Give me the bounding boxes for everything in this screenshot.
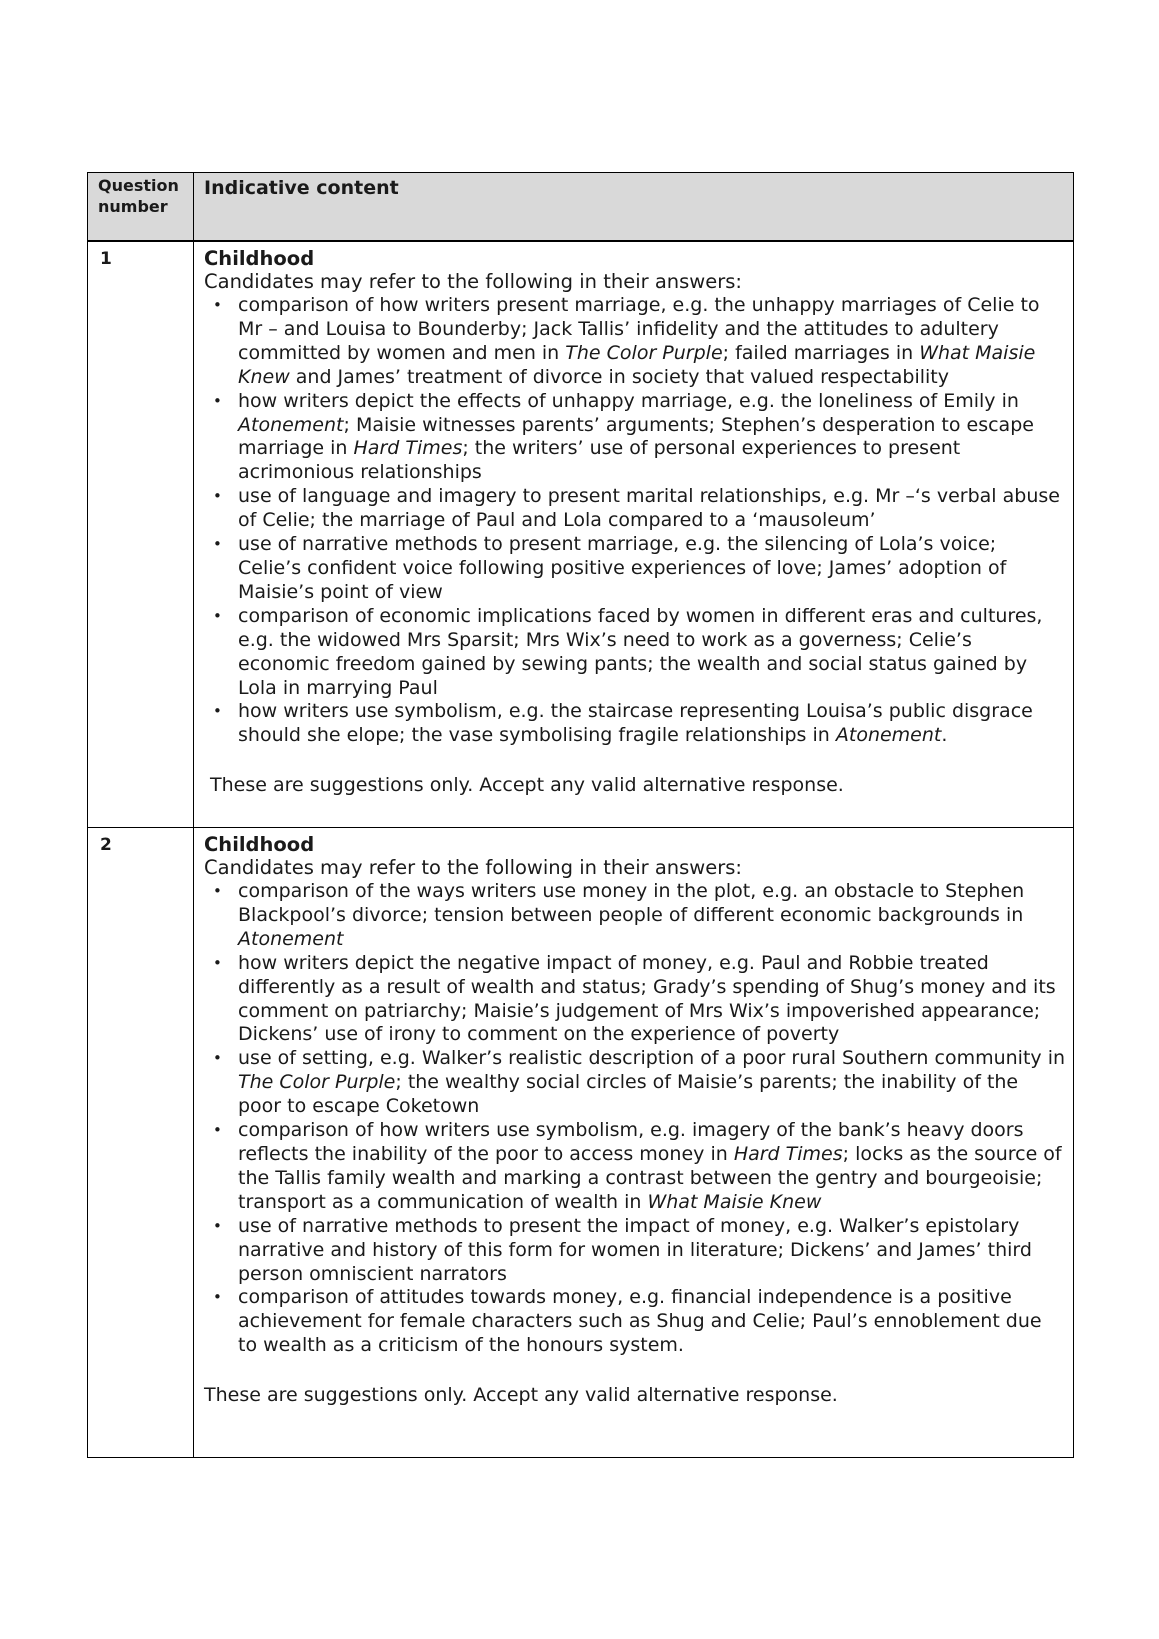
bullet-icon: • xyxy=(213,953,222,972)
bullet-icon: • xyxy=(213,1288,222,1307)
bullet-point xyxy=(204,952,1065,1048)
point-text: comparison of economic implications faced by women in different eras and cultures, e.g. the widowed Mrs Sparsit; Mrs Wix’s need to work as a governess; Celie’s economic freedom gained by sewing pants; the wealth and social status gained by Lola in marrying Paul xyxy=(238,604,1043,699)
point-text: . xyxy=(941,724,948,747)
bullet-icon: • xyxy=(213,1049,222,1068)
point-text: ; the wealthy social circles of Maisie’s parents; the inability of the poor to escape Coketown xyxy=(238,1071,1019,1118)
bullet-point xyxy=(204,390,1065,486)
book-title: Atonement xyxy=(238,413,344,436)
point-text: use of language and imagery to present marital relationships, e.g. Mr –‘s verbal abuse of Celie; the marriage of Paul and Lola compared to a ‘mausoleum’ xyxy=(238,485,1060,532)
point-text: comparison of how writers use symbolism, e.g. imagery of the bank’s heavy doors reflects the inability of the poor to access money in xyxy=(238,1119,1024,1165)
indicative-content-cell xyxy=(194,241,1074,828)
points-list xyxy=(204,294,1065,748)
point-text: comparison of the ways writers use money in the plot, e.g. an obstacle to Stephen Blackpool’s divorce; tension between people of different economic backgrounds in xyxy=(238,880,1025,926)
point-text: ; failed marriages in xyxy=(722,341,920,364)
book-title: What Maisie Knew xyxy=(238,341,1036,388)
bullet-point xyxy=(204,880,1065,952)
bullet-point xyxy=(204,605,1065,701)
point-text: use of narrative methods to present the impact of money, e.g. Walker’s epistolary narrative and history of this form for women in literature; Dickens’ and James’ third person omniscient narrators xyxy=(238,1214,1032,1285)
bullet-icon: • xyxy=(213,535,222,554)
suggestions-note: These are suggestions only. Accept any valid alternative response. xyxy=(204,1384,838,1407)
bullet-icon: • xyxy=(213,391,222,410)
bullet-point xyxy=(204,485,1065,533)
mark-scheme-table xyxy=(87,172,1074,1458)
book-title: Hard Times xyxy=(733,1142,843,1165)
suggestions-note: These are suggestions only. Accept any valid alternative response. xyxy=(210,774,844,797)
point-text: how writers depict the negative impact of money, e.g. Paul and Robbie treated differently as a result of wealth and status; Grady’s spending of Shug’s money and its comment on patriarchy; Maisie’s judgement of Mrs Wix’s impoverished appearance; Dickens’ use of irony to comment on the experience of poverty xyxy=(238,951,1056,1046)
intro-text: Candidates may refer to the following in their answers: xyxy=(204,270,743,293)
points-list xyxy=(204,880,1065,1358)
bullet-icon: • xyxy=(213,606,222,625)
table-row xyxy=(88,241,1074,828)
header-indicative-content: Indicative content xyxy=(194,173,1074,242)
point-text: how writers use symbolism, e.g. the staircase representing Louisa’s public disgrace should she elope; the vase symbolising fragile relationships in xyxy=(238,700,1033,747)
bullet-point xyxy=(204,294,1065,390)
bullet-point xyxy=(204,533,1065,605)
table-header-row xyxy=(88,173,1074,242)
book-title: The Color Purple xyxy=(238,1071,396,1094)
bullet-point xyxy=(204,1047,1065,1119)
section-title: Childhood xyxy=(204,833,315,856)
point-text: how writers depict the effects of unhappy marriage, e.g. the loneliness of Emily in xyxy=(238,389,1019,412)
bullet-icon: • xyxy=(213,882,222,900)
point-text: use of setting, e.g. Walker’s realistic description of a poor rural Southern community in xyxy=(238,1047,1066,1070)
bullet-icon: • xyxy=(213,1216,222,1235)
bullet-icon: • xyxy=(213,1121,222,1140)
bullet-icon: • xyxy=(213,296,222,314)
bullet-icon: • xyxy=(213,487,222,506)
bullet-point xyxy=(204,1286,1065,1358)
point-text: comparison of attitudes towards money, e.g. financial independence is a positive achievement for female characters such as Shug and Celie; Paul’s ennoblement due to wealth as a criticism of the honours system. xyxy=(238,1286,1042,1357)
book-title: Atonement xyxy=(835,724,942,747)
table-row xyxy=(88,828,1074,1458)
question-number: 2 xyxy=(88,828,194,1458)
indicative-content-cell xyxy=(194,828,1074,1458)
book-title: Atonement xyxy=(238,927,344,950)
bullet-point xyxy=(204,1215,1065,1287)
header-question-number: Question number xyxy=(88,173,194,242)
book-title: Hard Times xyxy=(353,437,463,460)
section-title: Childhood xyxy=(204,247,315,270)
intro-text: Candidates may refer to the following in their answers: xyxy=(204,856,743,879)
point-text: ; Maisie witnesses parents’ arguments; Stephen’s desperation to escape marriage in xyxy=(238,413,1034,460)
bullet-point xyxy=(204,1119,1065,1215)
point-text: ; locks as the source of the Tallis family wealth and marking a contrast between the gentry and bourgeoisie; transport as a communication of wealth in xyxy=(238,1142,1062,1213)
bullet-point xyxy=(204,700,1065,748)
book-title: The Color Purple xyxy=(565,341,723,364)
point-text: and James’ treatment of divorce in society that valued respectability xyxy=(289,365,949,388)
point-text: use of narrative methods to present marriage, e.g. the silencing of Lola’s voice; Celie’s confident voice following positive experiences of love; James’ adoption of Maisie’s point of view xyxy=(238,533,1007,603)
point-text: ; the writers’ use of personal experiences to present acrimonious relationships xyxy=(238,437,961,484)
book-title: What Maisie Knew xyxy=(647,1190,822,1213)
point-text: comparison of how writers present marriage, e.g. the unhappy marriages of Celie to Mr – and Louisa to Bounderby; Jack Tallis’ infidelity and the attitudes to adultery committed by women and men in xyxy=(238,294,1040,364)
question-number: 1 xyxy=(88,241,194,828)
bullet-icon: • xyxy=(213,702,222,721)
